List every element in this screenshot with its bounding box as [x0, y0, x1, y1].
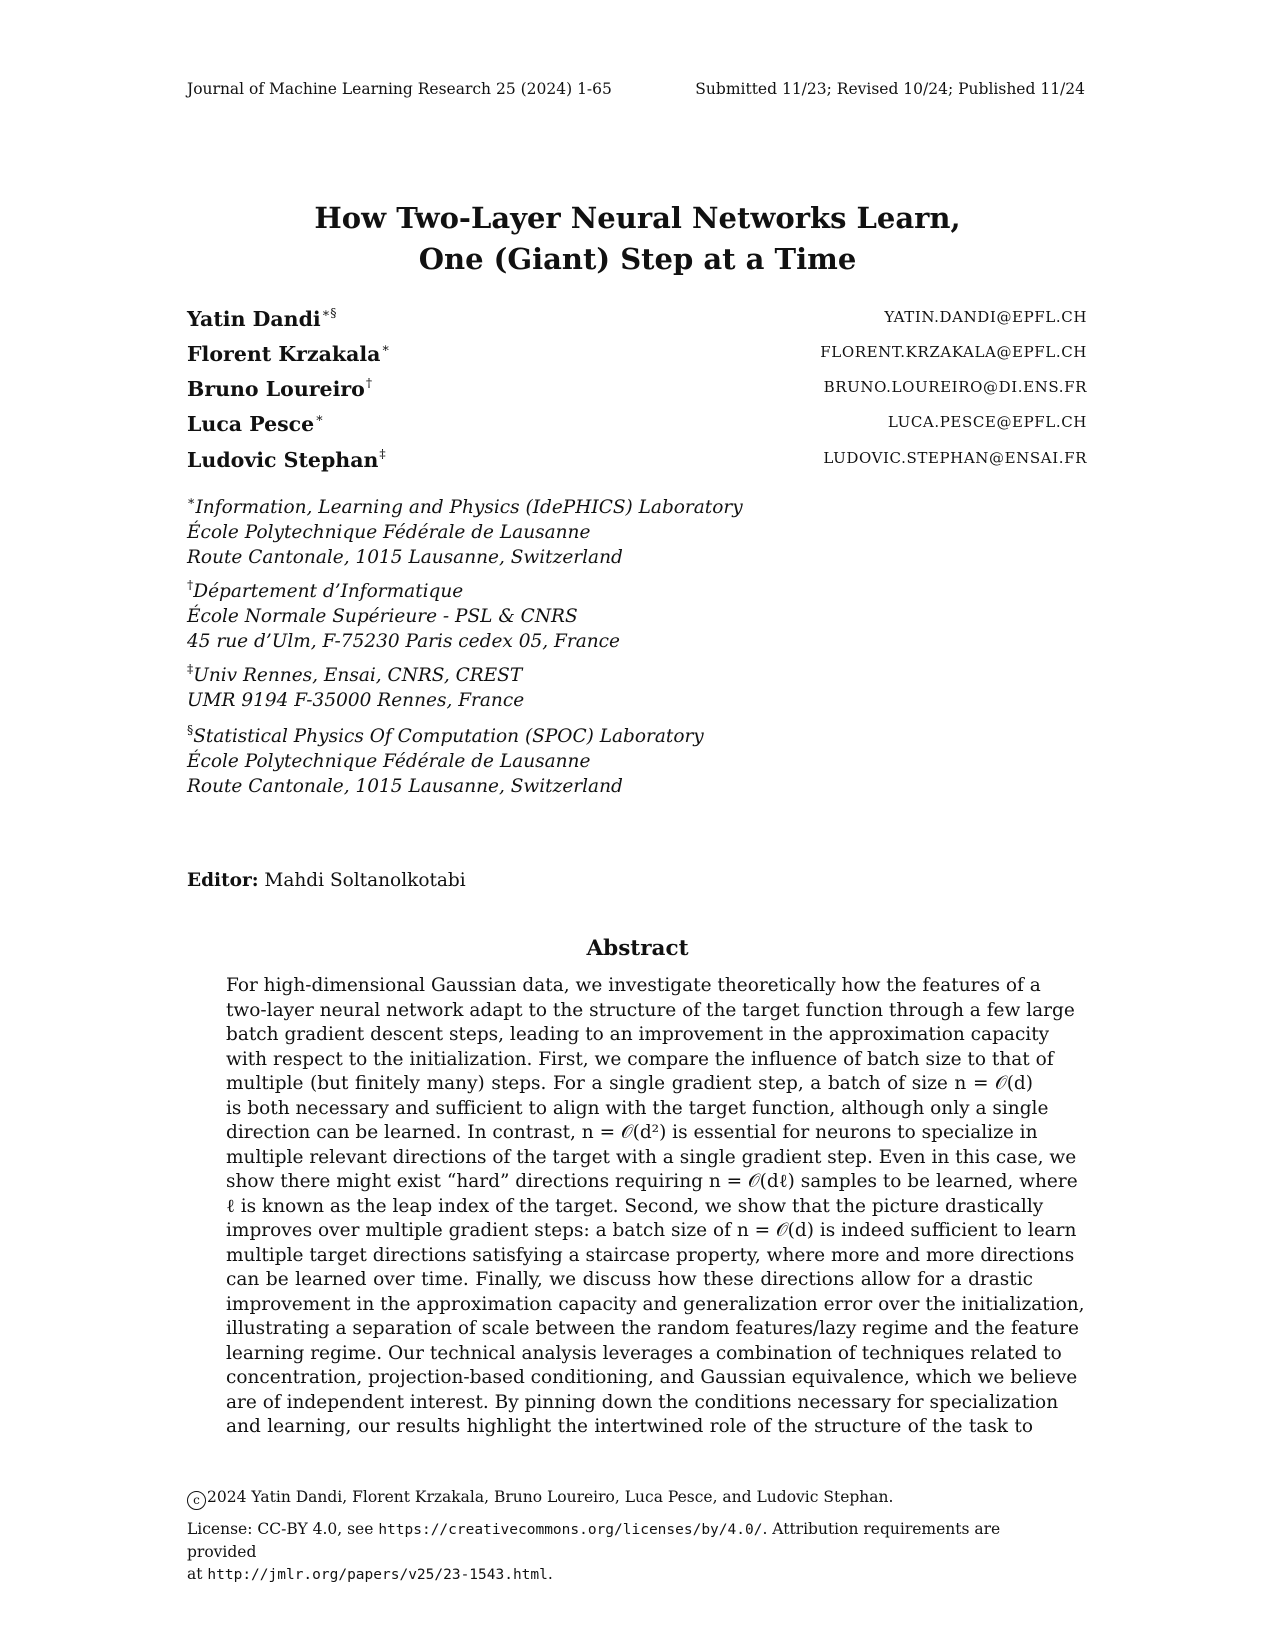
author-name-text: Florent Krzakala [187, 342, 381, 366]
affiliation-line: École Normale Supérieure - PSL & CNRS [187, 606, 578, 627]
affiliation-block [187, 572, 620, 654]
abstract-line: multiple (but finitely many) steps. For a single gradient step, a batch of size n = 𝒪(d) [226, 1073, 1033, 1094]
license-text [187, 1518, 1067, 1586]
affiliation-text: Information, Learning and Physics (IdePHICS) Laboratory [195, 497, 743, 518]
author-marks: ∗§ [321, 305, 337, 320]
author-email[interactable]: BRUNO.LOUREIRO@DI.ENS.FR [823, 378, 1087, 396]
author-row [187, 446, 1087, 478]
abstract-line: with respect to the initialization. First, we compare the influence of batch size to that of [226, 1048, 1054, 1070]
affiliation-line: École Polytechnique Fédérale de Lausanne [187, 522, 591, 543]
abstract-line: concentration, projection-based conditioning, and Gaussian equivalence, which we believe [226, 1367, 1078, 1388]
affiliation-text: Statistical Physics Of Computation (SPOC) Laboratory [193, 726, 704, 747]
author-email[interactable]: YATIN.DANDI@EPFL.CH [884, 308, 1087, 326]
affiliation-line [187, 488, 743, 520]
title-line-2: One (Giant) Step at a Time [418, 241, 857, 276]
copyright-line [187, 1488, 893, 1510]
author-name-text: Ludovic Stephan [187, 448, 379, 472]
abstract-line: learning regime. Our technical analysis leverages a combination of techniques related to [226, 1342, 1062, 1364]
author-row [187, 340, 1087, 372]
affiliation-line [187, 717, 704, 749]
abstract-line: two-layer neural network adapt to the structure of the target function through a few large [226, 999, 1075, 1021]
abstract-line: show there might exist “hard” directions requiring n = 𝒪(dℓ) samples to be learned, where [226, 1171, 1078, 1192]
abstract-line: improves over multiple gradient steps: a batch size of n = 𝒪(d) is indeed sufficient to learn [226, 1220, 1077, 1241]
editor-name: Mahdi Soltanolkotabi [264, 870, 466, 891]
abstract-line: batch gradient descent steps, leading to an improvement in the approximation capacity [226, 1024, 1050, 1045]
abstract-line: multiple relevant directions of the target with a single gradient step. Even in this case, we [226, 1146, 1077, 1168]
affiliation-mark: ‡ [187, 661, 194, 676]
abstract-line: ℓ is known as the leap index of the target. Second, we show that the picture drastically [226, 1195, 1044, 1217]
author-row [187, 305, 1087, 337]
editor-label: Editor: [187, 870, 259, 891]
license-link[interactable]: https://creativecommons.org/licenses/by/4.0/ [378, 1522, 763, 1538]
affiliation-block [187, 488, 743, 570]
license-at: at [187, 1565, 208, 1583]
submission-dates: Submitted 11/23; Revised 10/24; Published 11/24 [695, 80, 1085, 98]
license-mid: . Attribution requirements are provided [187, 1520, 1001, 1561]
affiliation-text: Univ Rennes, Ensai, CNRS, CREST [193, 665, 523, 686]
author-name [187, 340, 390, 366]
author-row [187, 410, 1087, 442]
abstract-line: improvement in the approximation capacity and generalization error over the initialization, [226, 1293, 1085, 1315]
abstract-line: For high-dimensional Gaussian data, we investigate theoretically how the features of a [226, 975, 1041, 996]
affiliation-line: UMR 9194 F-35000 Rennes, France [187, 690, 525, 711]
editor-line [187, 870, 466, 891]
license-prefix: License: CC-BY 4.0, see [187, 1520, 379, 1538]
author-name [187, 375, 372, 401]
abstract-line: multiple target directions satisfying a staircase property, where more and more directions [226, 1244, 1075, 1266]
author-name [187, 446, 386, 472]
abstract-line: is both necessary and sufficient to align with the target function, although only a single [226, 1097, 1049, 1119]
journal-header: Journal of Machine Learning Research 25 (2024) 1-65 [187, 80, 612, 98]
affiliation-mark: † [187, 577, 194, 592]
affiliation-line: Route Cantonale, 1015 Lausanne, Switzerland [187, 547, 623, 568]
author-marks: ∗ [315, 410, 324, 425]
paper-link[interactable]: http://jmlr.org/papers/v25/23-1543.html [207, 1567, 548, 1583]
affiliation-line: Route Cantonale, 1015 Lausanne, Switzerland [187, 776, 623, 797]
abstract-line: direction can be learned. In contrast, n = 𝒪(d²) is essential for neurons to specialize in [226, 1122, 1038, 1143]
author-name-text: Yatin Dandi [187, 307, 321, 331]
author-name-text: Luca Pesce [187, 412, 315, 436]
affiliation-mark: § [187, 722, 194, 737]
author-marks: † [365, 375, 373, 390]
author-marks: ∗ [381, 340, 390, 355]
abstract-body [226, 974, 1085, 1440]
affiliation-mark: ∗ [187, 493, 196, 508]
affiliation-line: École Polytechnique Fédérale de Lausanne [187, 751, 591, 772]
author-row [187, 375, 1087, 407]
affiliation-line [187, 656, 524, 688]
author-email[interactable]: LUCA.PESCE@EPFL.CH [887, 413, 1087, 431]
author-marks: ‡ [379, 446, 386, 461]
license-end: . [547, 1565, 553, 1583]
author-name [187, 305, 336, 331]
copyright-text: 2024 Yatin Dandi, Florent Krzakala, Bruno Loureiro, Luca Pesce, and Ludovic Stephan. [207, 1488, 894, 1506]
abstract-line: and learning, our results highlight the intertwined role of the structure of the task to [226, 1416, 1033, 1437]
abstract-line: are of independent interest. By pinning down the conditions necessary for specialization [226, 1391, 1059, 1413]
affiliation-block [187, 656, 524, 713]
author-email[interactable]: LUDOVIC.STEPHAN@ENSAI.FR [823, 449, 1087, 467]
affiliation-line [187, 572, 620, 604]
copyright-icon: c [187, 1491, 206, 1510]
affiliation-block [187, 717, 704, 799]
abstract-line: illustrating a separation of scale between the random features/lazy regime and the feature [226, 1318, 1079, 1339]
affiliation-text: Département d’Informatique [193, 581, 464, 602]
affiliation-line: 45 rue d’Ulm, F-75230 Paris cedex 05, France [187, 631, 620, 652]
author-name-text: Bruno Loureiro [187, 377, 365, 401]
paper-title [0, 198, 1275, 279]
abstract-line: can be learned over time. Finally, we discuss how these directions allow for a drastic [226, 1269, 1033, 1290]
author-name [187, 410, 324, 436]
abstract-heading: Abstract [586, 936, 689, 961]
title-line-1: How Two-Layer Neural Networks Learn, [314, 201, 961, 235]
author-email[interactable]: FLORENT.KRZAKALA@EPFL.CH [820, 343, 1087, 361]
